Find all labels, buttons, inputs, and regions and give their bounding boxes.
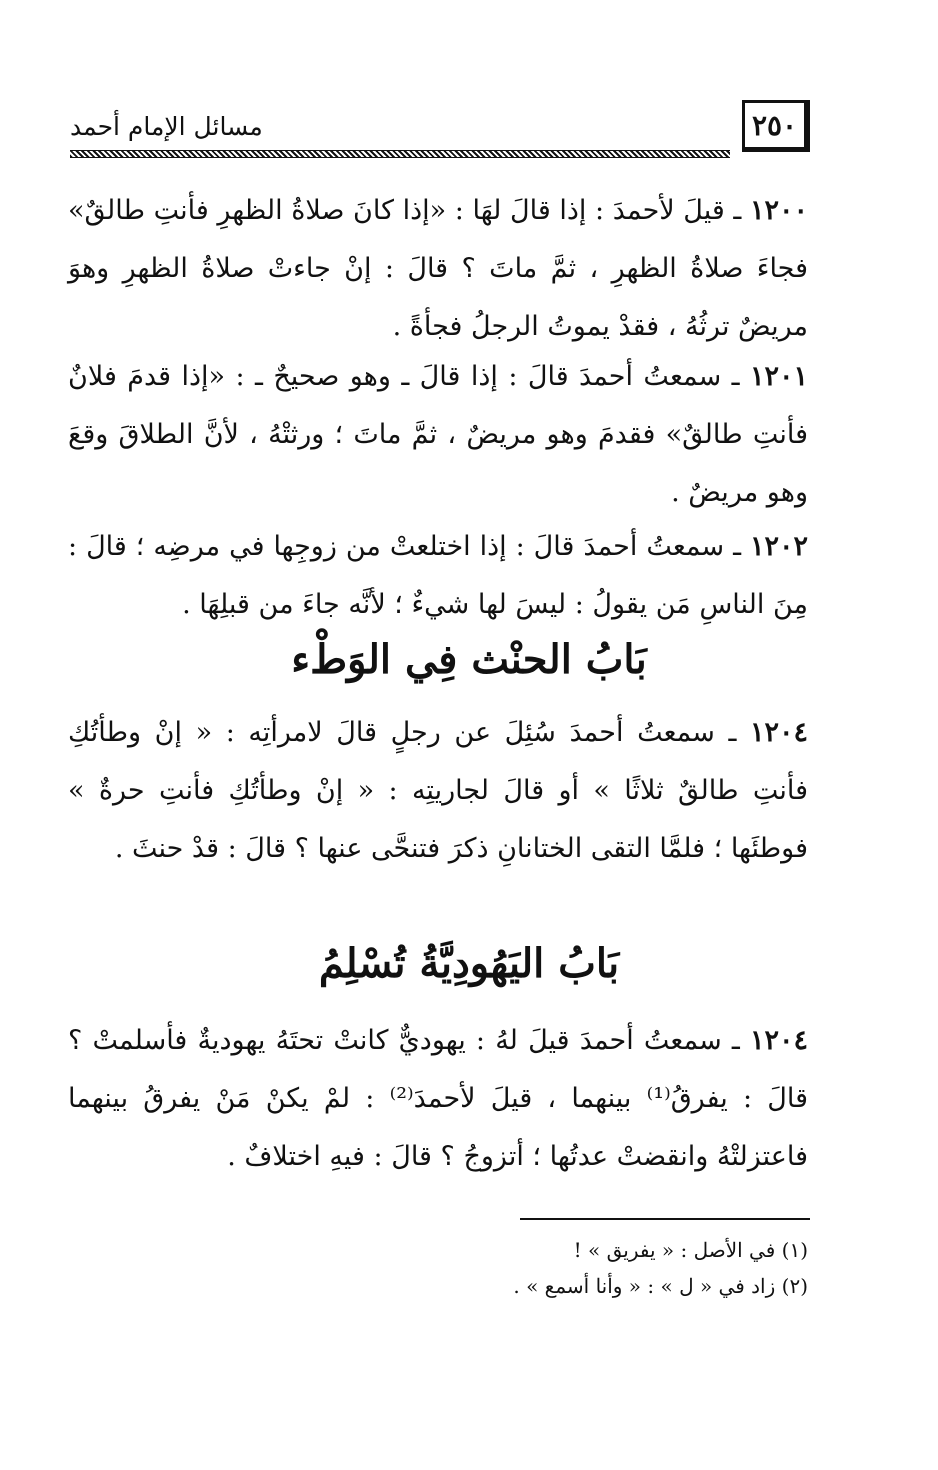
paragraph-text: ـ سمعتُ أحمدَ قيلَ لهُ : يهوديٌّ كانتْ تحتَهُ يهوديةٌ فأسلمتْ ؟ قالَ : يفرقُ⁽¹⁾ بينهما ، قيلَ لأحمدَ⁽²⁾ : لمْ يكنْ مَنْ يفرقُ بينهما فاعتزلتْهُ وانقضتْ عدتُها ؛ أتزوجُ ؟ قالَ : فيهِ اختلافٌ . (68, 1025, 808, 1172)
page-number: ٢٥٠ (742, 100, 810, 152)
paragraph-1202 (68, 518, 808, 634)
footnote-rule (520, 1218, 810, 1220)
paragraph-1200 (68, 182, 808, 356)
paragraph-text: ـ قيلَ لأحمدَ : إذا قالَ لهَا : «إذا كانَ صلاةُ الظهرِ فأنتِ طالقٌ» فجاءَ صلاةُ الظهرِ ، ثمَّ ماتَ ؟ قالَ : إنْ جاءتْ صلاةُ الظهرِ وهوَ مريضٌ ترثُهُ ، فقدْ يموتُ الرجلُ فجأةً . (68, 195, 808, 342)
paragraph-number: ١٢٠٤ (749, 1025, 808, 1056)
chapter-heading: بَابُ اليَهُودِيَّةُ تُسْلِمُ (318, 940, 620, 987)
paragraph-number: ١٢٠٢ (749, 531, 808, 562)
paragraph-text: ـ سمعتُ أحمدَ قالَ : إذا قالَ ـ وهو صحيحٌ ـ : «إذا قدمَ فلانٌ فأنتِ طالقٌ» فقدمَ وهو مريضٌ ، ثمَّ ماتَ ؛ ورثتْهُ ، لأنَّ الطلاقَ وقعَ وهو مريضٌ . (68, 361, 808, 508)
paragraph-text: ـ سمعتُ أحمدَ سُئِلَ عن رجلٍ قالَ لامرأتِه : « إنْ وطأتُكِ فأنتِ طالقٌ ثلاثًا » أو قالَ لجاريتِه : « إنْ وطأتُكِ فأنتِ حرةٌ » فوطئَها ؛ فلمَّا التقى الختانانِ ذكرَ فتنحَّى عنها ؟ قالَ : قدْ حنثَ . (68, 717, 808, 864)
paragraph-number: ١٢٠١ (749, 361, 808, 392)
paragraph-number: ١٢٠٤ (749, 717, 808, 748)
paragraph-1204-a (68, 704, 808, 878)
paragraph-text: ـ سمعتُ أحمدَ قالَ : إذا اختلعتْ من زوجِها في مرضِه ؛ قالَ : مِنَ الناسِ مَن يقولُ : ليسَ لها شيءٌ ؛ لأنَّه جاءَ من قبلِهَا . (68, 531, 808, 620)
running-title: مسائل الإمام أحمد (70, 112, 263, 141)
chapter-heading: بَابُ الحنْث فِي الوَطْء (291, 636, 647, 683)
paragraph-1204-b (68, 1012, 808, 1186)
footnote-2: (٢) زاد في « ل » : « وأنا أسمع » . (513, 1274, 808, 1298)
paragraph-1201 (68, 348, 808, 522)
paragraph-number: ١٢٠٠ (749, 195, 808, 226)
footnote-1: (١) في الأصل : « يفريق » ! (573, 1238, 808, 1262)
header-rule (70, 150, 730, 158)
